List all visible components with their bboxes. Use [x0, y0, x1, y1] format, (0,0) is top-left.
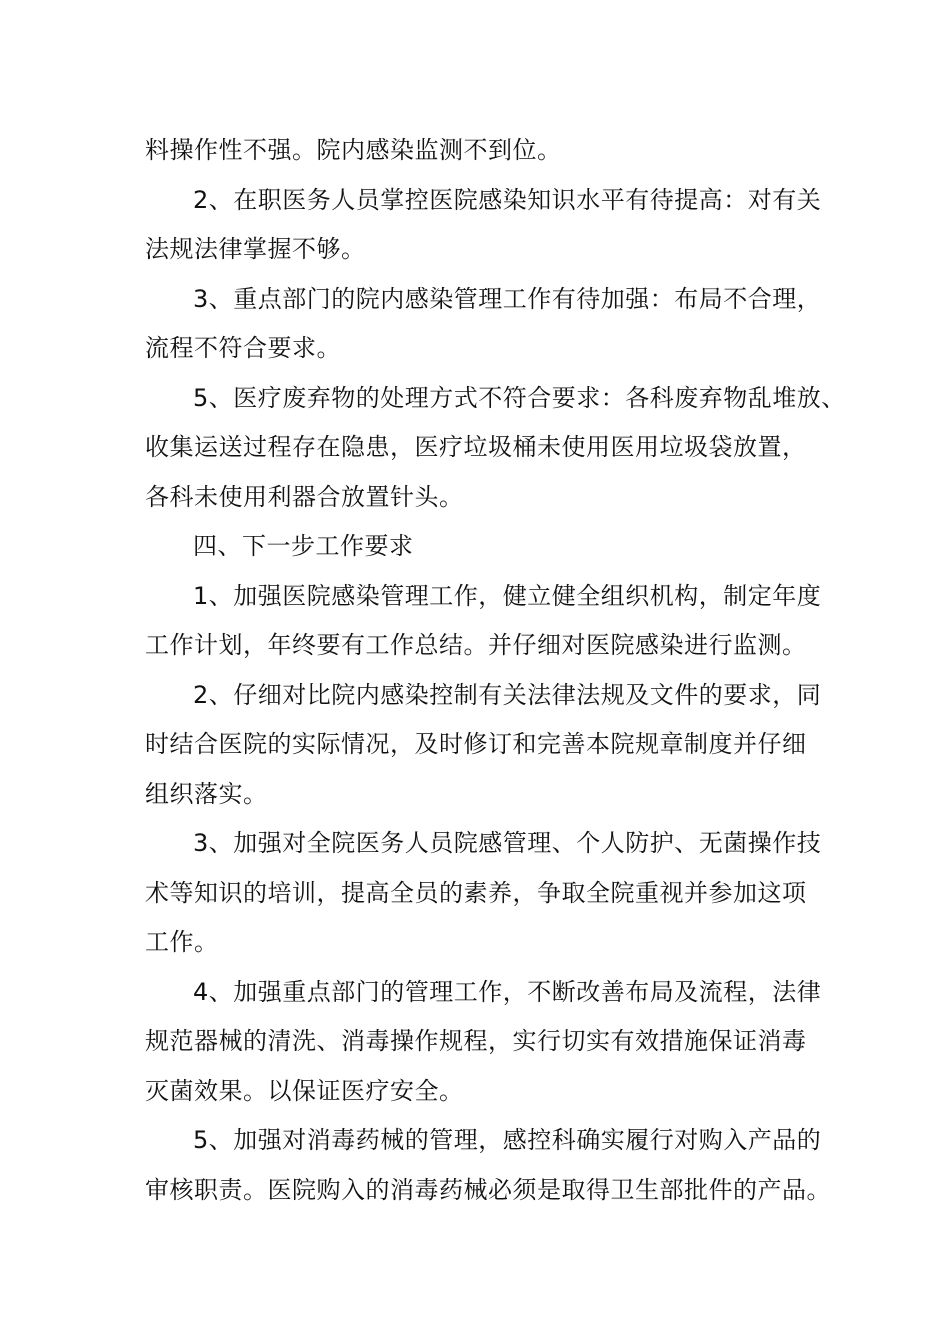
text-line: 术等知识的培训，提高全员的素养，争取全院重视并参加这项 — [145, 878, 807, 907]
text-line: 灭菌效果。以保证医疗安全。 — [145, 1076, 464, 1105]
text-line: 流程不符合要求。 — [145, 334, 341, 362]
text-line: 工作。 — [145, 928, 219, 956]
text-line: 时结合医院的实际情况，及时修订和完善本院规章制度并仔细 — [145, 730, 807, 758]
text-line: 4、加强重点部门的管理工作，不断改善布局及流程，法律 — [193, 977, 822, 1006]
text-line: 料操作性不强。院内感染监测不到位。 — [145, 136, 562, 164]
text-line: 规范器械的清洗、消毒操作规程，实行切实有效措施保证消毒 — [145, 1027, 807, 1055]
text-line: 5、加强对消毒药械的管理，感控科确实履行对购入产品的 — [193, 1126, 822, 1154]
text-line: 工作计划，年终要有工作总结。并仔细对医院感染进行监测。 — [145, 631, 807, 659]
text-line: 组织落实。 — [145, 779, 268, 808]
text-line: 5、医疗废弃物的处理方式不符合要求：各科废弃物乱堆放、 — [193, 383, 846, 412]
text-line: 收集运送过程存在隐患，医疗垃圾桶未使用医用垃圾袋放置， — [145, 433, 807, 461]
text-line: 审核职责。医院购入的消毒药械必须是取得卫生部批件的产品。 — [145, 1175, 831, 1204]
text-line: 1、加强医院感染管理工作，健立健全组织机构，制定年度 — [193, 581, 822, 610]
document-body — [145, 126, 846, 1215]
text-line: 3、加强对全院医务人员院感管理、个人防护、无菌操作技 — [193, 829, 822, 857]
text-line: 各科未使用利器合放置针头。 — [145, 482, 464, 511]
text-line: 3、重点部门的院内感染管理工作有待加强：布局不合理， — [193, 284, 822, 313]
text-line: 2、仔细对比院内感染控制有关法律法规及文件的要求，同 — [193, 680, 822, 709]
text-line: 法规法律掌握不够。 — [145, 235, 366, 263]
section-heading: 四、下一步工作要求 — [193, 532, 414, 560]
text-line: 2、在职医务人员掌控医院感染知识水平有待提高：对有关 — [193, 185, 822, 214]
